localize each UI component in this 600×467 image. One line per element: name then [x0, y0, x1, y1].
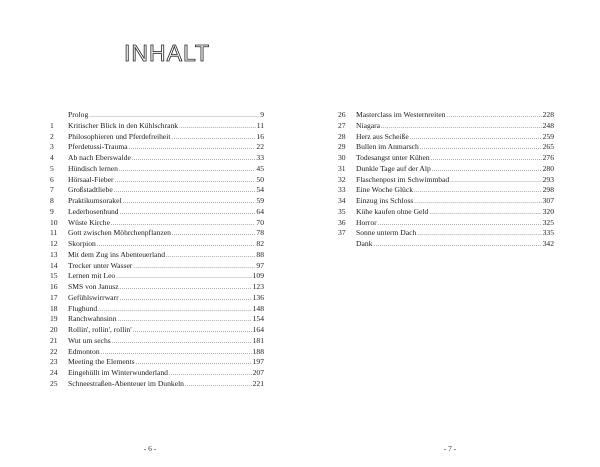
chapter-title: Pferdetussi-Trauma: [68, 142, 128, 152]
chapter-number: 19: [50, 314, 58, 324]
chapter-number: 34: [338, 196, 346, 205]
chapter-number: 20: [50, 325, 58, 334]
dot-leader: [447, 111, 542, 122]
chapter-title: Prolog: [68, 110, 89, 119]
chapter-title: Dank: [356, 239, 373, 248]
chapter-number: 25: [50, 378, 58, 388]
chapter-page-number: 11: [256, 120, 264, 130]
dot-leader: [120, 294, 252, 305]
chapter-number: 1: [50, 120, 54, 130]
chapter-number: 30: [338, 153, 346, 162]
toc-entry: [50, 218, 264, 229]
chapter-title: Rollin', rollin', rollin': [68, 325, 132, 334]
chapter-number: 33: [338, 185, 346, 195]
dot-leader: [120, 208, 256, 219]
dot-leader: [420, 143, 542, 154]
chapter-page-number: 259: [542, 131, 554, 141]
chapter-page-number: 320: [542, 206, 554, 216]
chapter-number: 29: [338, 142, 346, 152]
chapter-title: Todesangst unter Kühen: [356, 153, 430, 162]
chapter-title: Gott zwischen Möhrchenpflanzen: [68, 228, 171, 238]
dot-leader: [115, 176, 256, 187]
dot-leader: [429, 208, 541, 219]
dot-leader: [112, 337, 252, 348]
chapter-title: Meeting the Elements: [68, 357, 135, 367]
chapter-page-number: 335: [542, 228, 554, 238]
toc-entry: [50, 185, 264, 196]
chapter-title: Praktikumsorakel: [68, 196, 122, 205]
dot-leader: [410, 133, 542, 144]
chapter-number: 32: [338, 174, 346, 184]
toc-entry: [338, 207, 554, 218]
dot-leader: [133, 326, 252, 337]
toc-entry: [338, 153, 554, 164]
dot-leader: [166, 251, 255, 262]
chapter-page-number: 78: [256, 228, 264, 238]
toc-entry: [50, 379, 264, 390]
chapter-number: 28: [338, 131, 346, 141]
dot-leader: [185, 380, 252, 391]
dot-leader: [414, 197, 541, 208]
dot-leader: [417, 229, 541, 240]
chapter-number: 21: [50, 335, 58, 345]
chapter-page-number: 45: [256, 163, 264, 173]
dot-leader: [114, 186, 256, 197]
toc-entry: [50, 282, 264, 293]
chapter-page-number: 248: [542, 120, 554, 130]
chapter-number: 9: [50, 206, 54, 216]
chapter-number: 8: [50, 196, 54, 205]
toc-entry: [338, 218, 554, 229]
chapter-page-number: 342: [542, 239, 554, 248]
toc-entry: [50, 336, 264, 347]
chapter-page-number: 64: [256, 206, 264, 216]
toc-list-left: [50, 110, 264, 390]
toc-entry: [338, 185, 554, 196]
chapter-title: Lernen mit Leo: [68, 271, 116, 281]
toc-entry: [338, 142, 554, 153]
toc-list-right: [338, 110, 554, 250]
toc-entry: [50, 314, 264, 325]
chapter-title: Edmonton: [68, 346, 100, 356]
chapter-number: 14: [50, 260, 58, 270]
chapter-number: 35: [338, 206, 346, 216]
chapter-title: SMS von Janusz: [68, 282, 119, 291]
dot-leader: [450, 176, 541, 187]
chapter-number: 37: [338, 228, 346, 238]
chapter-title: Schneestraßen-Abenteuer im Dunkeln: [68, 378, 184, 388]
chapter-title: Horror: [356, 217, 377, 227]
chapter-page-number: 188: [252, 346, 264, 356]
toc-entry: [50, 175, 264, 186]
toc-entry: [50, 368, 264, 379]
chapter-title: Philosophieren und Pferdefreiheit: [68, 131, 171, 141]
chapter-number: 5: [50, 163, 54, 173]
chapter-title: Eingehüllt im Winterwunderland: [68, 368, 168, 377]
chapter-number: 3: [50, 142, 54, 152]
chapter-page-number: 97: [256, 260, 264, 270]
toc-entry: [338, 132, 554, 143]
chapter-number: 23: [50, 357, 58, 367]
toc-entry: [50, 293, 264, 304]
chapter-number: 27: [338, 120, 346, 130]
toc-entry: [50, 142, 264, 153]
chapter-title: Ranchwahnsinn: [68, 314, 117, 324]
chapter-page-number: 164: [252, 325, 264, 334]
chapter-page-number: 265: [542, 142, 554, 152]
chapter-page-number: 293: [542, 174, 554, 184]
toc-entry: [50, 261, 264, 272]
toc-entry: [50, 132, 264, 143]
chapter-number: 18: [50, 303, 58, 313]
chapter-page-number: 33: [256, 153, 264, 162]
chapter-title: Hörsaal-Fieber: [68, 174, 114, 184]
chapter-page-number: 181: [252, 335, 264, 345]
chapter-number: 36: [338, 217, 346, 227]
chapter-number: 26: [338, 110, 346, 119]
chapter-page-number: 82: [256, 239, 264, 248]
chapter-title: Kühe kaufen ohne Geld: [356, 206, 429, 216]
chapter-page-number: 298: [542, 185, 554, 195]
toc-entry: [338, 110, 554, 121]
toc-entry: [50, 164, 264, 175]
dot-leader: [373, 240, 541, 251]
dot-leader: [116, 272, 251, 283]
chapter-number: 11: [50, 228, 58, 238]
chapter-title: Wüste Kirche: [68, 217, 110, 227]
chapter-page-number: 50: [256, 174, 264, 184]
dot-leader: [414, 186, 542, 197]
chapter-title: Ab nach Eberswalde: [68, 153, 131, 162]
chapter-page-number: 9: [260, 110, 264, 119]
chapter-number: 31: [338, 163, 346, 173]
dot-leader: [120, 283, 252, 294]
dot-leader: [431, 154, 542, 165]
chapter-number: 6: [50, 174, 54, 184]
toc-entry: [338, 196, 554, 207]
chapter-title: Trecker unter Wasser: [68, 260, 133, 270]
right-page: [300, 0, 600, 467]
chapter-number: 22: [50, 346, 58, 356]
toc-entry: [50, 196, 264, 207]
chapter-title: Kritischer Blick in den Kühlschrank: [68, 120, 179, 130]
toc-entry: [50, 250, 264, 261]
chapter-page-number: 154: [252, 314, 264, 324]
chapter-title: Mit dem Zug ins Abenteuerland: [68, 249, 166, 259]
dot-leader: [118, 315, 252, 326]
chapter-title: Eine Woche Glück: [356, 185, 414, 195]
chapter-title: Lederhosenhund: [68, 206, 119, 216]
chapter-page-number: 136: [252, 292, 264, 302]
chapter-title: Großstadtliebe: [68, 185, 113, 195]
toc-entry: [338, 228, 554, 239]
chapter-page-number: 280: [542, 163, 554, 173]
toc-entry: [338, 164, 554, 175]
chapter-page-number: 16: [256, 131, 264, 141]
chapter-number: 10: [50, 217, 58, 227]
toc-entry: [50, 110, 264, 121]
chapter-title: Bullen im Anmarsch: [356, 142, 419, 152]
chapter-page-number: 22: [256, 142, 264, 152]
dot-leader: [172, 229, 256, 240]
toc-entry: [50, 304, 264, 315]
chapter-number: 2: [50, 131, 54, 141]
toc-entry: [338, 121, 554, 132]
chapter-page-number: 59: [256, 196, 264, 205]
chapter-page-number: 325: [542, 217, 554, 227]
chapter-title: Gefühlswirrwarr: [68, 292, 119, 302]
chapter-number: 13: [50, 249, 58, 259]
dot-leader: [119, 165, 255, 176]
toc-entry: [50, 207, 264, 218]
chapter-page-number: 123: [252, 282, 264, 291]
chapter-page-number: 228: [542, 110, 554, 119]
toc-entry: [338, 175, 554, 186]
toc-entry: [50, 271, 264, 282]
chapter-title: Sonne unterm Dach: [356, 228, 417, 238]
chapter-number: 24: [50, 368, 58, 377]
toc-entry: [50, 228, 264, 239]
chapter-page-number: 197: [252, 357, 264, 367]
chapter-title: Dunkle Tage auf der Alp: [356, 163, 431, 173]
chapter-title: Niagara: [356, 120, 381, 130]
dot-leader: [172, 133, 256, 144]
contents-heading: INHALT: [124, 40, 211, 66]
chapter-title: Einzug ins Schloss: [356, 196, 414, 205]
page-number-left: - 6 -: [143, 444, 157, 453]
chapter-title: Hündisch lernen: [68, 163, 118, 173]
chapter-page-number: 54: [256, 185, 264, 195]
page-number-right: - 7 -: [443, 444, 457, 453]
chapter-title: Herz aus Scheiße: [356, 131, 409, 141]
toc-entry: [338, 239, 554, 250]
toc-entry: [50, 357, 264, 368]
chapter-number: 7: [50, 185, 54, 195]
chapter-page-number: 88: [256, 249, 264, 259]
chapter-page-number: 207: [252, 368, 264, 377]
chapter-title: Masterclass im Westernreiten: [356, 110, 446, 119]
dot-leader: [133, 262, 255, 273]
toc-entry: [50, 325, 264, 336]
chapter-page-number: 307: [542, 196, 554, 205]
dot-leader: [132, 154, 256, 165]
dot-leader: [98, 305, 251, 316]
chapter-page-number: 221: [252, 378, 264, 388]
chapter-number: 16: [50, 282, 58, 291]
chapter-page-number: 276: [542, 153, 554, 162]
chapter-number: 12: [50, 239, 58, 248]
toc-entry: [50, 121, 264, 132]
chapter-page-number: 70: [256, 217, 264, 227]
chapter-number: 4: [50, 153, 54, 162]
chapter-page-number: 109: [252, 271, 264, 281]
toc-entry: [50, 347, 264, 358]
dot-leader: [123, 197, 256, 208]
chapter-number: 15: [50, 271, 58, 281]
chapter-number: 17: [50, 292, 58, 302]
dot-leader: [129, 143, 256, 154]
toc-entry: [50, 153, 264, 164]
chapter-title: Flughund: [68, 303, 98, 313]
chapter-page-number: 148: [252, 303, 264, 313]
chapter-title: Skorpion: [68, 239, 96, 248]
chapter-title: Flaschenpost im Schwimmbad: [356, 174, 450, 184]
toc-entry: [50, 239, 264, 250]
chapter-title: Wut um sechs: [68, 335, 111, 345]
dot-leader: [179, 122, 256, 133]
